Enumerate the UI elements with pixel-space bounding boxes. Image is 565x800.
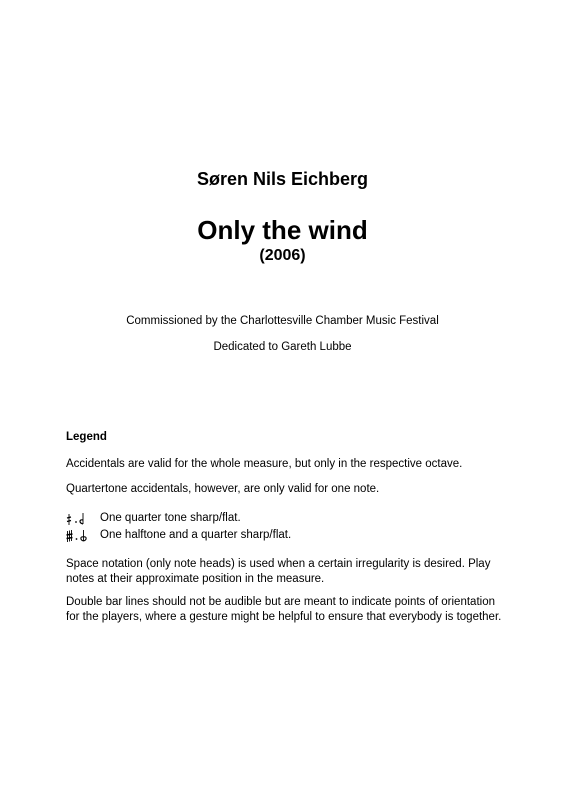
composition-year: (2006) xyxy=(259,247,306,264)
three-quarter-tone-sharp-flat-icon xyxy=(66,529,94,543)
legend-symbol-label: One quarter tone sharp/flat. xyxy=(100,512,241,524)
commission-credit: Commissioned by the Charlottesville Chamber Music Festival xyxy=(126,315,439,327)
legend-symbol-row xyxy=(66,511,241,526)
quartertone-rule-text: Quartertone accidentals, however, are only valid for one note. xyxy=(66,483,380,495)
accidentals-rule-text: Accidentals are valid for the whole measure, but only in the respective octave. xyxy=(66,458,463,470)
double-bar-text: Double bar lines should not be audible but are meant to indicate points of orientation for the players, where a gesture might be helpful to ensure that everybody is together. xyxy=(66,596,502,623)
legend-symbol-label: One halftone and a quarter sharp/flat. xyxy=(100,529,292,541)
quarter-tone-sharp-flat-icon xyxy=(66,512,94,526)
legend-heading: Legend xyxy=(66,431,107,443)
space-notation-text: Space notation (only note heads) is used when a certain irregularity is desired. Play notes at their approximate position in the measure. xyxy=(66,558,491,585)
dedication-credit: Dedicated to Gareth Lubbe xyxy=(213,341,352,353)
legend-symbol-row xyxy=(66,528,291,543)
piece-title: Only the wind xyxy=(197,215,368,245)
composer-name: Søren Nils Eichberg xyxy=(196,169,369,189)
